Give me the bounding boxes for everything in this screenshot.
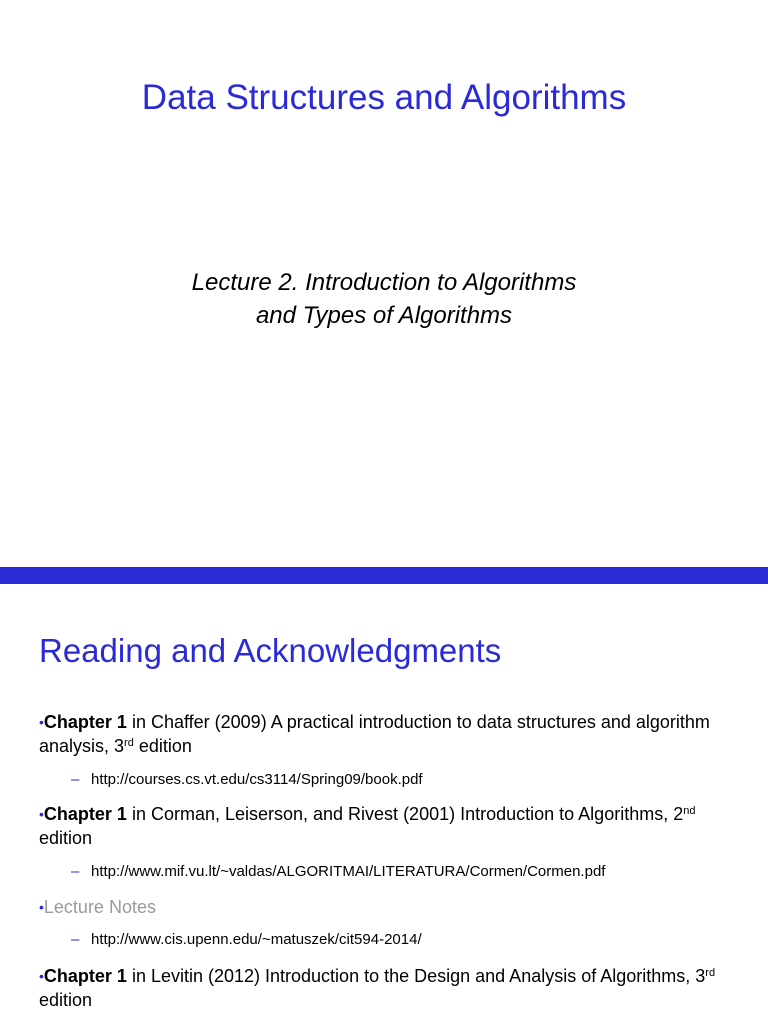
lecture-notes-label: Lecture Notes (43, 897, 156, 917)
ordinal-suffix: nd (683, 805, 696, 817)
reading-item-3 (39, 895, 739, 919)
link-text[interactable]: http://courses.cs.vt.edu/cs3114/Spring09/book.pdf (91, 771, 423, 788)
bullet-icon: • (39, 806, 44, 822)
dash-icon: – (71, 863, 80, 880)
item-text-end: edition (39, 990, 93, 1010)
item-text: in Corman, Leiserson, and Rivest (2001) Introduction to Algorithms, 2 (126, 804, 684, 824)
item-text-end: edition (133, 736, 192, 756)
dash-icon: – (71, 931, 80, 948)
link-text[interactable]: http://www.cis.upenn.edu/~matuszek/cit594-2014/ (91, 931, 422, 948)
ordinal-suffix: rd (705, 967, 716, 979)
reading-link-2[interactable] (71, 862, 605, 882)
reading-item-2 (39, 802, 739, 850)
bullet-icon: • (39, 714, 44, 730)
chapter-label: Chapter 1 (43, 804, 127, 824)
dash-icon: – (71, 771, 80, 788)
bullet-icon: • (39, 899, 44, 915)
reading-link-3[interactable] (71, 930, 422, 950)
slide-title: Data Structures and Algorithms (141, 78, 627, 117)
reading-link-1[interactable] (71, 770, 423, 790)
item-text: in Chaffer (2009) A practical introduction to data structures and algorithm analysis, 3 (39, 712, 710, 756)
slide-subtitle (0, 266, 768, 332)
chapter-label: Chapter 1 (43, 966, 127, 986)
subtitle-line-2: and Types of Algorithms (255, 302, 513, 329)
item-text: in Levitin (2012) Introduction to the Design and Analysis of Algorithms, 3 (126, 966, 706, 986)
subtitle-line-1: Lecture 2. Introduction to Algorithms (191, 269, 577, 296)
item-text-end: edition (39, 828, 93, 848)
ordinal-suffix: rd (124, 737, 134, 749)
reading-item-1 (39, 710, 739, 758)
chapter-label: Chapter 1 (43, 712, 127, 732)
slide-divider (0, 567, 768, 584)
reading-item-4 (39, 964, 739, 1012)
reading-slide (0, 584, 768, 1024)
reading-title: Reading and Acknowledgments (39, 632, 502, 669)
link-text[interactable]: http://www.mif.vu.lt/~valdas/ALGORITMAI/LITERATURA/Cormen/Cormen.pdf (91, 863, 606, 880)
bullet-icon: • (39, 968, 44, 984)
